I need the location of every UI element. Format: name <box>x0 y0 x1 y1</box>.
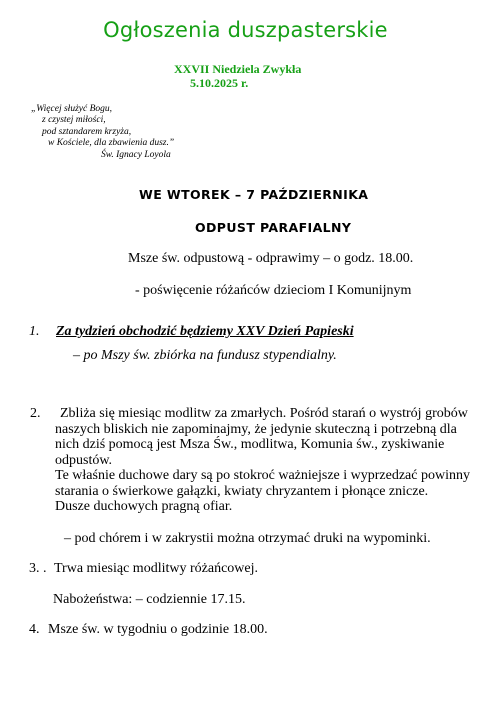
event-subheading: ODPUST PARAFIALNY <box>195 220 352 235</box>
bulletin-date: 5.10.2025 r. <box>190 76 249 90</box>
item-number: 3. . <box>29 561 47 576</box>
item-3-note: Nabożeństwa: – codziennie 17.15. <box>53 592 246 607</box>
item-3-text: Trwa miesiąc modlitwy różańcowej. <box>54 561 258 576</box>
event-blessing: - poświęcenie różańców dzieciom I Komunijnym <box>135 283 412 298</box>
item-2-paragraph: Te właśnie duchowe dary są po stokroć ważniejsze i wyprzedzać powinny starania o świerkowe gałązki, kwiaty chryzantem i płonące znicze. <box>55 468 470 499</box>
item-4-text: Msze św. w tygodniu o godzinie 18.00. <box>48 622 268 637</box>
event-heading: WE WTOREK – 7 PAŹDZIERNIKA <box>139 187 369 202</box>
item-2-paragraph: Dusze duchowych pragną ofiar. <box>55 499 233 514</box>
item-2-note: – pod chórem i w zakrystii można otrzymać druki na wypominki. <box>64 531 431 546</box>
item-number: 1. <box>29 324 40 339</box>
quote-author: Św. Ignacy Loyola <box>101 150 171 160</box>
quote-line: z czystej miłości, <box>42 115 106 125</box>
item-number: 4. <box>29 622 40 637</box>
quote-line: w Kościele, dla zbawienia dusz.” <box>48 138 175 148</box>
item-number: 2. <box>30 406 41 421</box>
quote-line: pod sztandarem krzyża, <box>42 127 132 137</box>
page-title: Ogłoszenia duszpasterskie <box>103 18 388 42</box>
item-2-text <box>55 406 475 515</box>
event-mass: Msze św. odpustową - odprawimy – o godz. 18.00. <box>128 251 414 266</box>
item-2-paragraph: Zbliża się miesiąc modlitw za zmarłych. Pośród starań o wystrój grobów naszych bliskich nie zapominajmy, że jedynie skuteczną i potrzebną dla nich dziś pomocą jest Msza Św., modlitwa, Komunia św., zyskiwanie odpustów. <box>55 406 468 468</box>
sunday-name: XXVII Niedziela Zwykła <box>174 62 302 76</box>
item-1-note: – po Mszy św. zbiórka na fundusz stypendialny. <box>73 348 337 363</box>
quote-line: „Więcej służyć Bogu, <box>31 104 112 114</box>
item-1-text: Za tydzień obchodzić będziemy XXV Dzień Papieski <box>56 324 354 339</box>
